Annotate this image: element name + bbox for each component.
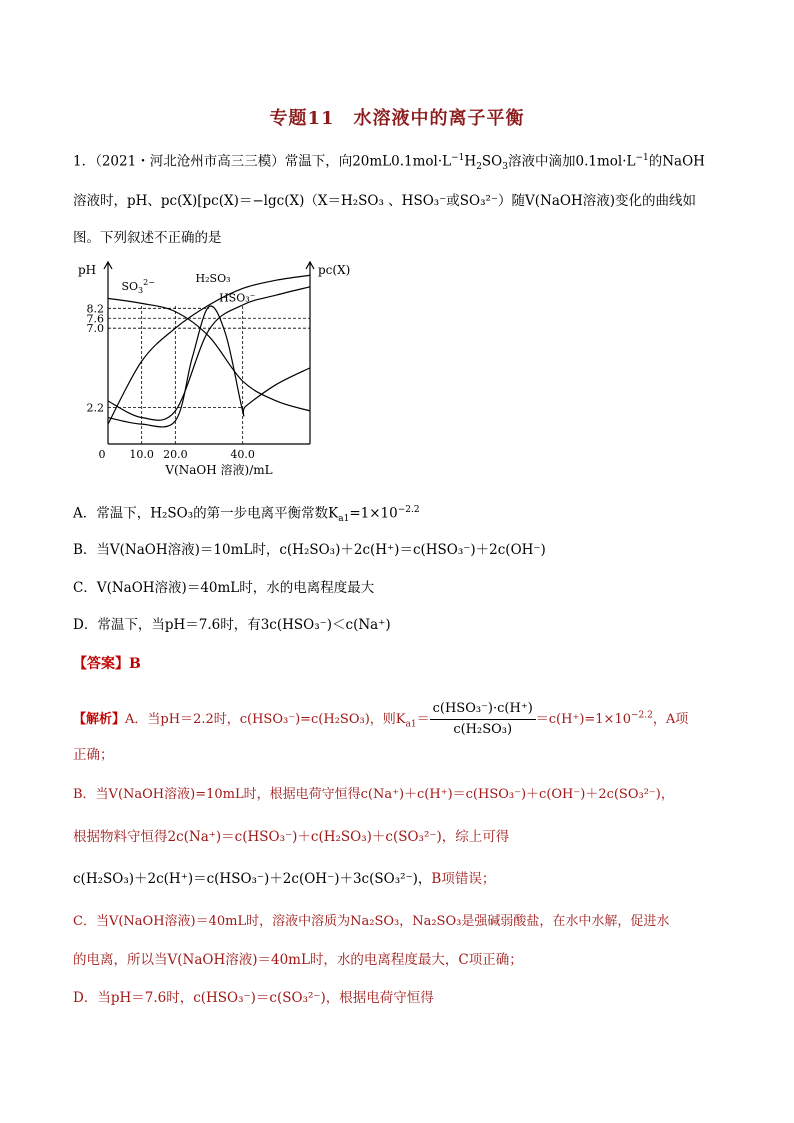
option-a: A．常温下，H₂SO₃的第一步电离平衡常数$K_{a1}=1\times 10^{-2.2}$ [73,505,420,525]
answer-label: 【答案】B [73,656,141,672]
y-tick-label: 7.0 [86,322,104,336]
analysis-line-4: 根据物料守恒得2c(Na⁺)＝c(HSO₃⁻)＋c(H₂SO₃)＋c(SO₃²⁻)，综上可得 [73,829,510,845]
analysis-line-6: C．当V(NaOH溶液)＝40mL时，溶液中溶质为Na₂SO₃，Na₂SO₃是强碱弱酸盐，在水中水解，促进水 [73,914,670,929]
question-text-a: 常温下，向20mL0.1mol·L [284,153,452,170]
x-tick-label: 20.0 [163,448,188,461]
x-axis-label: V(NaOH 溶液)/mL [165,463,273,477]
exponent: −1 [451,153,465,163]
x-tick-label: 0 [98,448,106,461]
ka1-fraction: $\frac{\text{c(HSO₃⁻)·c(H⁺)}}{\text{c(H₂SO₃)}}$ [430,699,536,740]
y-tick-label: 7.6 [86,312,104,326]
y-tick-label: 8.2 [86,302,104,316]
option-d: D．常温下，当pH＝7.6时，有3c(HSO₃⁻)＜c(Na⁺) [73,617,391,633]
question-line-2: 溶液时，pH、pc(X)[pc(X)＝−lgc(X)（X＝H₂SO₃ 、HSO₃⁻或SO₃²⁻）随V(NaOH溶液)变化的曲线如 [73,193,697,209]
option-c: C．V(NaOH溶液)＝40mL时，水的电离程度最大 [73,580,375,596]
question-line-3: 图。下列叙述不正确的是 [73,230,222,246]
titration-chart [70,252,370,477]
question-number: 1． [73,153,96,170]
y-axis-label-right: pc(X) [318,263,351,277]
analysis-label: 【解析】 [73,712,126,727]
analysis-line-7: 的电离，所以当V(NaOH溶液)＝40mL时，水的电离程度最大，C项正确； [73,952,523,968]
analysis-line-5: c(H₂SO₃)＋2c(H⁺)＝c(HSO₃⁻)＋2c(OH⁻)＋3c(SO₃²⁻)，B项错误； [73,871,496,887]
y-tick-label: 2.2 [86,401,104,415]
analysis-line-1: 【解析】A．当pH＝2.2时，c(HSO₃⁻)=c(H₂SO₃)，则$K_{a1}=$ $\frac{\text{c(HSO₃⁻)·c(H⁺)}}{\text{c(H₂SO₃)}}$ $=c(H^+)=1\times 10^{-2.2}$，A项 [73,699,688,740]
option-b: B．当V(NaOH溶液)＝10mL时，c(H₂SO₃)＋2c(H⁺)＝c(HSO₃⁻)＋2c(OH⁻) [73,542,546,558]
page-title: 专题11 水溶液中的离子平衡 [269,108,525,129]
series-label-so3: $SO_3^{2-}$ [121,278,155,296]
analysis-line-3: B．当V(NaOH溶液)=10mL时，根据电荷守恒得c(Na⁺)＋c(H⁺)＝c(HSO₃⁻)＋c(OH⁻)＋2c(SO₃²⁻)， [73,787,674,802]
y-axis-label-left: pH [78,263,97,277]
x-tick-label: 40.0 [230,448,255,461]
series-line-so [108,298,310,411]
question-source: （2021・河北沧州市高三三模） [95,153,285,170]
series-label-h2so3: H₂SO₃ [195,271,231,285]
x-tick-label: 10.0 [129,448,154,461]
question-line-1: 1．（2021・河北沧州市高三三模）常温下，向$20mL0.1mol\cdot L^{-1}H_2SO_3$溶液中滴加$0.1mol\cdot L^{-1}$的NaOH [73,153,705,173]
analysis-line-8: D．当pH＝7.6时，c(HSO₃⁻)＝c(SO₃²⁻)，根据电荷守恒得 [73,990,434,1006]
series-label-hso3: HSO₃⁻ [219,291,256,305]
analysis-line-2: 正确； [73,747,114,763]
chart-curves [108,275,310,427]
